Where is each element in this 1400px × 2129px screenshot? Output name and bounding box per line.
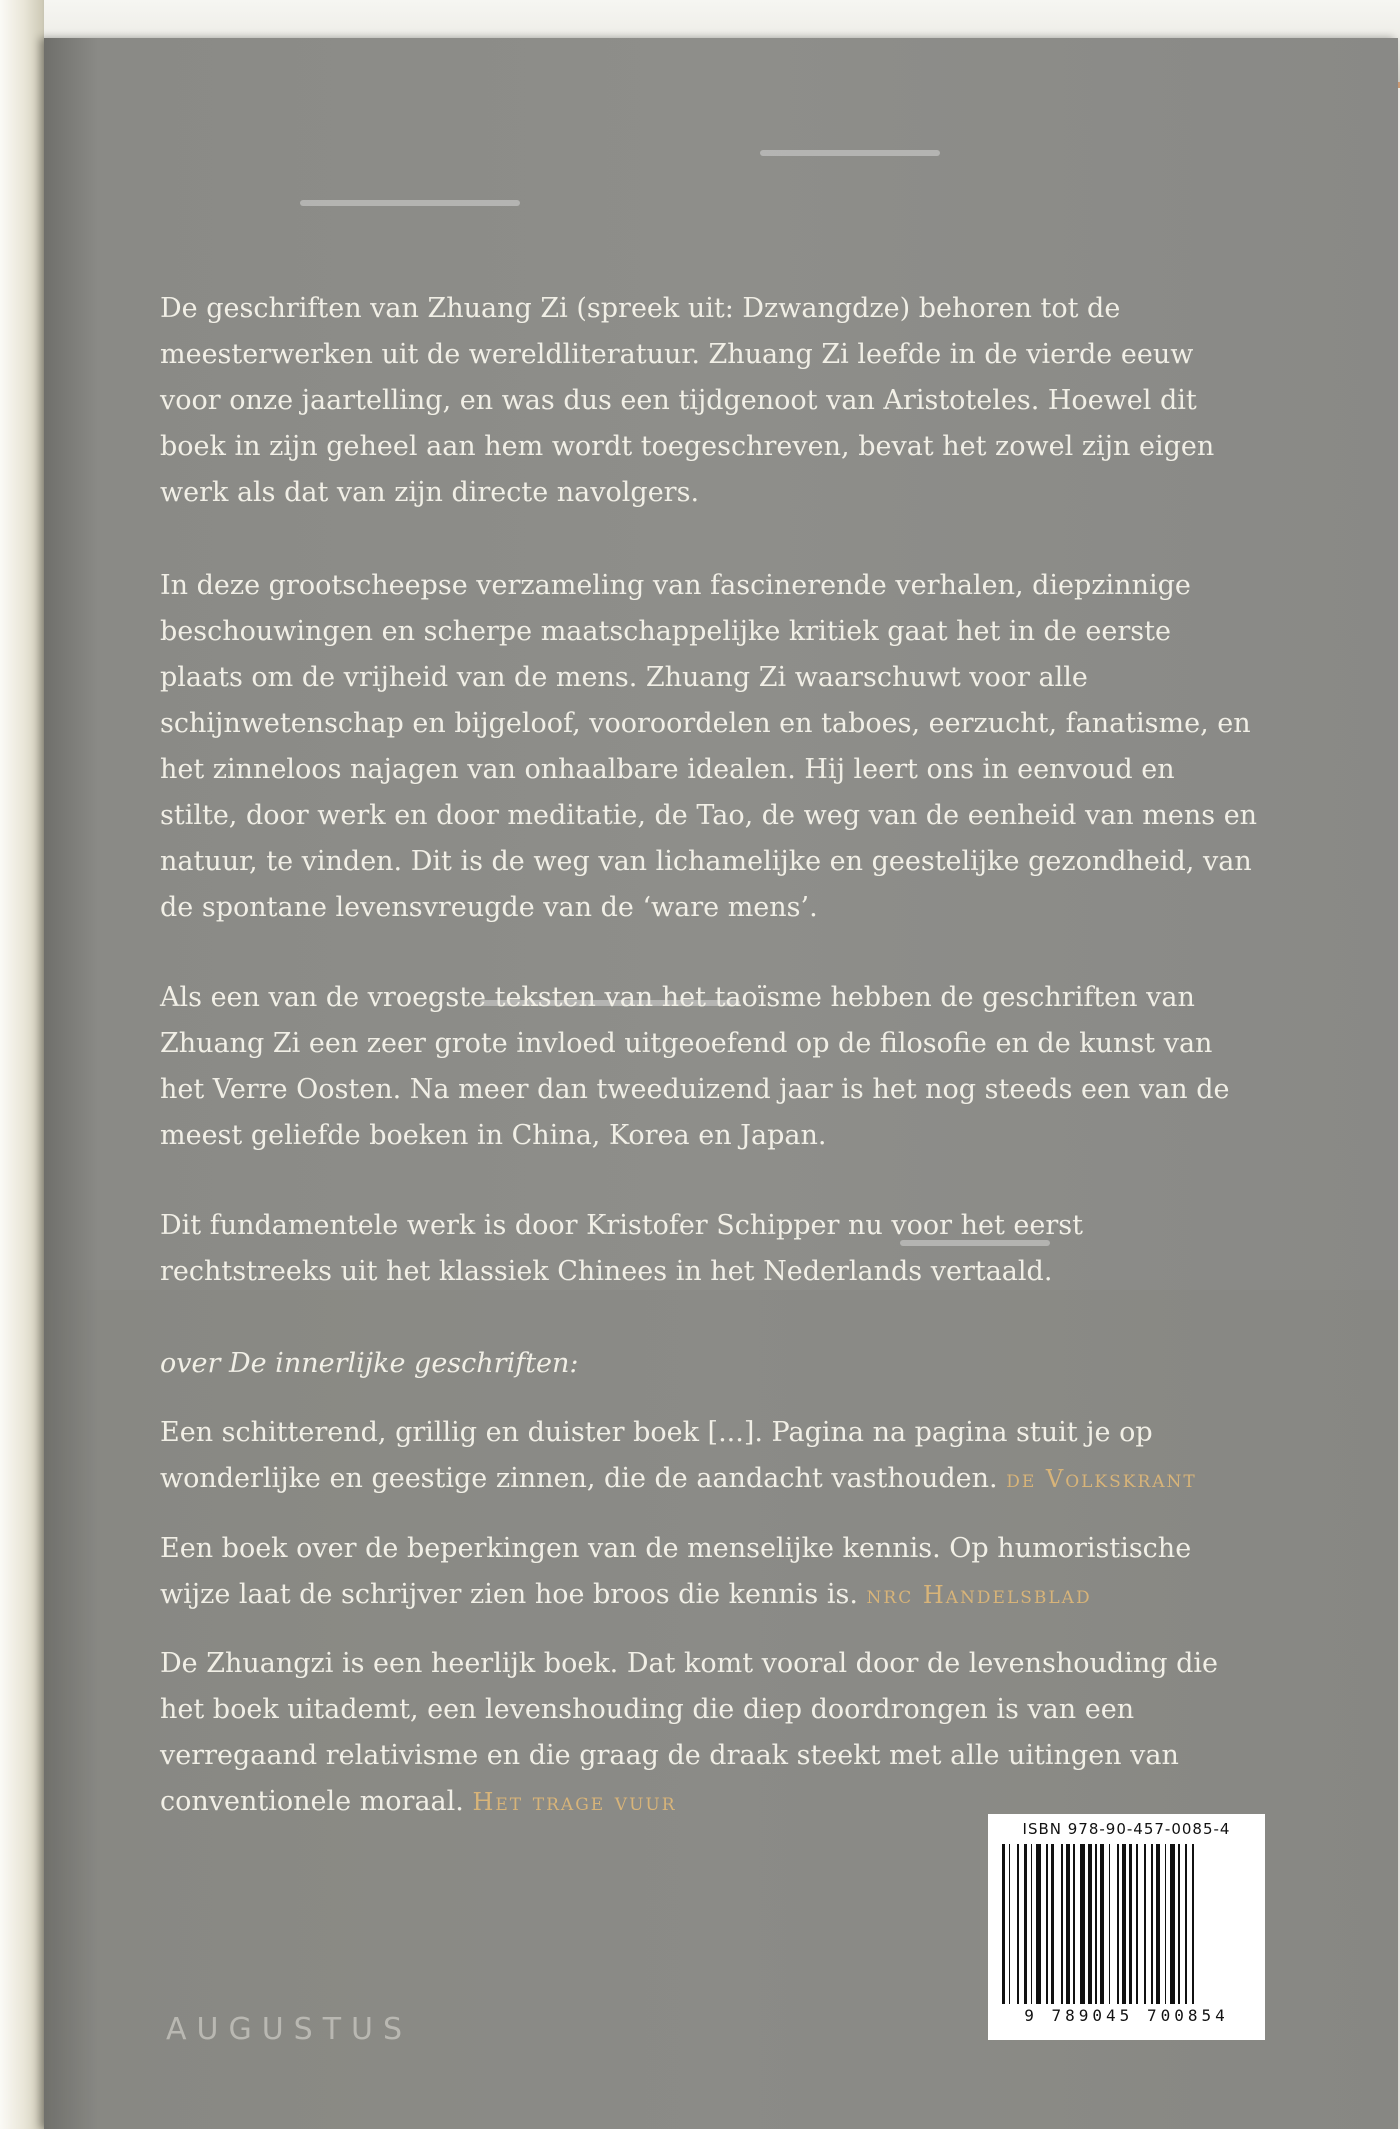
barcode-bar bbox=[1095, 1844, 1097, 2004]
barcode-bar bbox=[1009, 1844, 1011, 2004]
barcode-bar bbox=[1017, 1844, 1019, 2004]
plastic-shine bbox=[760, 150, 940, 156]
barcode-digits: 9 789045 700854 bbox=[1024, 2006, 1229, 2025]
barcode-bar bbox=[1051, 1844, 1054, 2004]
review-quote-1 bbox=[160, 1410, 1260, 1502]
barcode-bar bbox=[1170, 1844, 1175, 2004]
barcode-bar bbox=[1088, 1844, 1091, 2004]
barcode-bar bbox=[1144, 1844, 1146, 2004]
quote-source: de Volkskrant bbox=[1006, 1465, 1197, 1493]
barcode-bar bbox=[1061, 1844, 1063, 2004]
review-quote-2 bbox=[160, 1526, 1260, 1618]
isbn-barcode bbox=[988, 1814, 1265, 2040]
barcode-bar bbox=[1122, 1844, 1125, 2004]
barcode-bar bbox=[1185, 1844, 1187, 2004]
quote-source: Het trage vuur bbox=[472, 1788, 677, 1816]
barcode-bar bbox=[1080, 1844, 1085, 2004]
barcode-bar bbox=[1156, 1844, 1159, 2004]
barcode-bar bbox=[1192, 1844, 1194, 2004]
barcode-bar bbox=[1031, 1844, 1033, 2004]
blurb-paragraph-2: In deze grootscheepse verzameling van fascinerende verhalen, diepzinnige beschouwingen en scherpe maatschappelijke kritiek gaat het in de eerste plaats om de vrijheid van de mens. Zhuang Zi waarschuwt voor alle schijnwetenschap en bijgeloof, vooroordelen en taboes, eerzucht, fanatisme, en het zinneloos najagen van onhaalbare idealen. Hij leert ons in eenvoud en stilte, door werk en door meditatie, de Tao, de weg van de eenheid van mens en natuur, te vinden. Dit is de weg van lichamelijke en geestelijke gezondheid, van de spontane levensvreugde van de ‘ware mens’. bbox=[160, 570, 1258, 923]
barcode-bar bbox=[1024, 1844, 1027, 2004]
quote-source: nrc Handelsblad bbox=[866, 1581, 1092, 1609]
barcode-bar bbox=[1002, 1844, 1005, 2004]
quotes-heading: over De innerlijke geschriften: bbox=[160, 1348, 579, 1379]
barcode-bar bbox=[1036, 1844, 1041, 2004]
barcode-bar bbox=[1117, 1844, 1119, 2004]
barcode-bar bbox=[1151, 1844, 1153, 2004]
blurb-paragraph-3: Als een van de vroegste teksten van het taoïsme hebben de geschriften van Zhuang Zi een zeer grote invloed uitgeoefend op de filosofie en de kunst van het Verre Oosten. Na meer dan tweeduizend jaar is het nog steeds een van de meest geliefde boeken in China, Korea en Japan. bbox=[160, 982, 1230, 1151]
isbn-label: ISBN 978-90-457-0085-4 bbox=[1022, 1820, 1231, 1838]
review-quote-3 bbox=[160, 1641, 1260, 1825]
barcode-bar bbox=[1165, 1844, 1167, 2004]
quote-text: Een schitterend, grillig en duister boek [...]. Pagina na pagina stuit je op wonderlijke en geestige zinnen, die de aandacht vasthouden. bbox=[160, 1417, 1153, 1494]
publisher-logo: AUGUSTUS bbox=[166, 2012, 413, 2047]
barcode-bar bbox=[1178, 1844, 1180, 2004]
barcode-bar bbox=[1046, 1844, 1048, 2004]
barcode-bar bbox=[1073, 1844, 1075, 2004]
barcode-bars bbox=[998, 1844, 1255, 2004]
barcode-bar bbox=[1109, 1844, 1111, 2004]
blurb-paragraph-4: Dit fundamentele werk is door Kristofer Schipper nu voor het eerst rechtstreeks uit het klassiek Chinees in het Nederlands vertaald. bbox=[160, 1210, 1083, 1287]
barcode-bar bbox=[1066, 1844, 1069, 2004]
barcode-bar bbox=[1100, 1844, 1103, 2004]
plastic-shine bbox=[300, 200, 520, 206]
blurb-paragraph-1: De geschriften van Zhuang Zi (spreek uit: Dzwangdze) behoren tot de meesterwerken uit de wereldliteratuur. Zhuang Zi leefde in de vierde eeuw voor onze jaartelling, en was dus een tijdgenoot van Aristoteles. Hoewel dit boek in zijn geheel aan hem wordt toegeschreven, bevat het zowel zijn eigen werk als dat van zijn directe navolgers. bbox=[160, 293, 1215, 508]
barcode-bar bbox=[1136, 1844, 1138, 2004]
quote-text: Een boek over de beperkingen van de menselijke kennis. Op humoristische wijze laat de schrijver zien hoe broos die kennis is. bbox=[160, 1533, 1192, 1610]
barcode-bar bbox=[1129, 1844, 1132, 2004]
quote-text: De Zhuangzi is een heerlijk boek. Dat komt vooral door de levenshouding die het boek uitademt, een levenshouding die diep doordrongen is van een verregaand relativisme en die graag de draak steekt met alle uitingen van conventionele moraal. bbox=[160, 1648, 1218, 1817]
